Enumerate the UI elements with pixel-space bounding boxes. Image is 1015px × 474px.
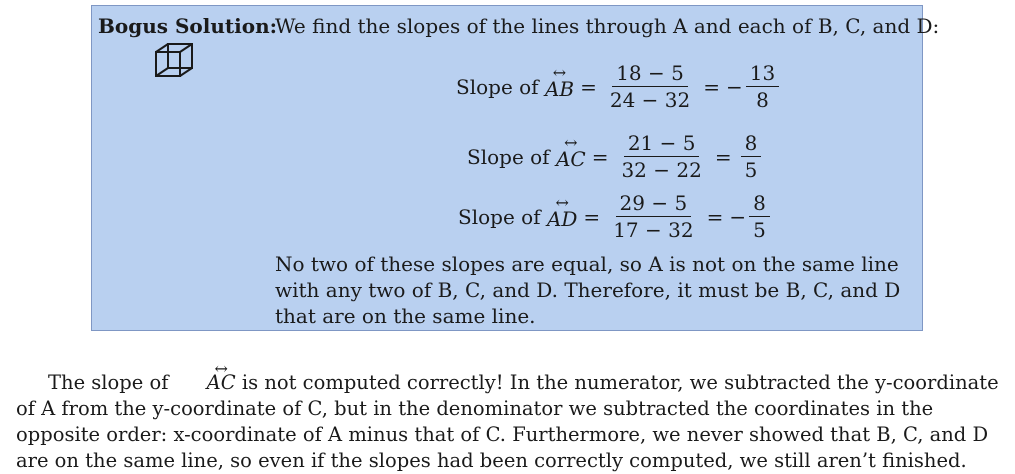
slope-equation-ab: Slope of ↔ AB = $\frac{18 - 5}{24 - 32}$ = − $\frac{13}{8}$ [456,62,782,111]
fraction-result: $\frac{8}{5}$ [749,192,770,241]
fraction: $\frac{18 - 5}{24 - 32}$ [609,61,691,112]
conclusion-text: No two of these slopes are equal, so A is not on the same line with any two of B, C, and D. Therefore, it must be B, C, and D that are on the same line. [275,252,901,328]
equation-prefix: Slope of [467,144,550,169]
fraction-result: $\frac{13}{8}$ [746,62,779,111]
equation-prefix: Slope of [456,74,539,99]
fraction: $\frac{21 - 5}{32 - 22}$ [621,131,702,182]
explanation-paragraph: The slope of ↔ AC is not computed correctly! In the numerator, we subtracted the y-coordinate of A from the y-coordinate of C, but in the denominator we subtracted the coordinates in the opposite order: x-coordinate of A minus that of C. Furthermore, we never showed that B, C, and D are on the same line, so even if the slopes had been correctly computed, we still aren’t finished. [16,366,1001,474]
fraction: $\frac{29 - 5}{17 - 32}$ [613,191,694,242]
slope-equation-ad: Slope of ↔ AD = $\frac{29 - 5}{17 - 32}$ = − $\frac{8}{5}$ [458,192,773,241]
equation-prefix: Slope of [458,204,541,229]
cube-icon [154,42,196,78]
line-symbol: ↔ AC [175,366,236,396]
line-symbol: ↔ AB [545,73,574,101]
line-symbol: ↔ AC [556,143,586,171]
bogus-solution-label: Bogus Solution: [98,14,278,38]
line-symbol: ↔ AD [547,203,577,231]
fraction-result: $\frac{8}{5}$ [741,132,762,181]
bogus-solution-box [91,5,940,331]
slope-equation-ac: Slope of ↔ AC = $\frac{21 - 5}{32 - 22}$ = $\frac{8}{5}$ [467,132,764,181]
intro-text: We find the slopes of the lines through A and each of B, C, and D: [275,14,940,38]
